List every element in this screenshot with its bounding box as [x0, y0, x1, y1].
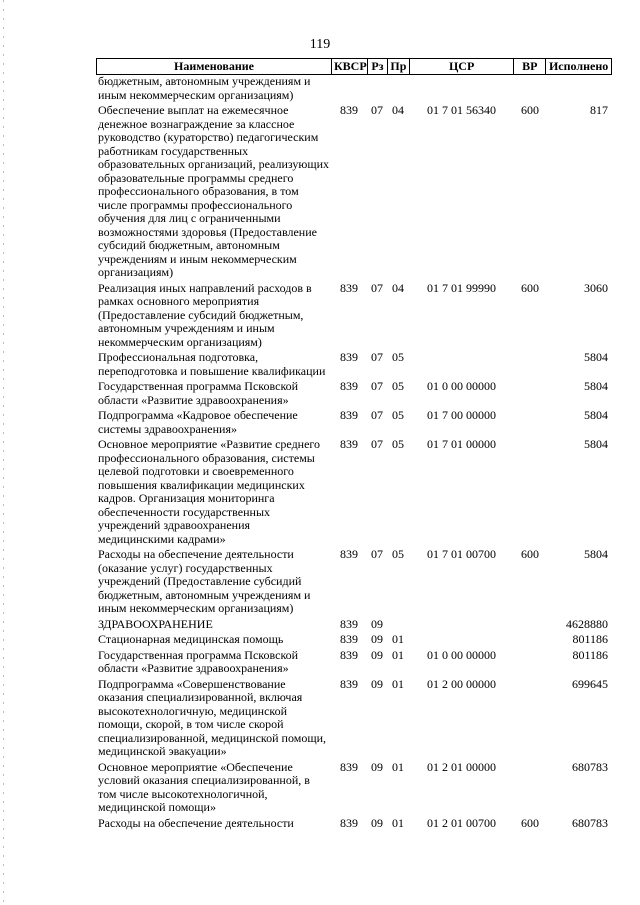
header-kvsr: КВСР — [331, 59, 367, 74]
table-row — [96, 633, 612, 647]
row-vr — [514, 633, 546, 647]
header-name: Наименование — [173, 59, 254, 73]
row-pr: 01 — [392, 815, 404, 830]
row-rz: 09 — [371, 759, 383, 774]
table-row — [96, 75, 612, 102]
row-vr — [514, 351, 546, 378]
table-row — [96, 649, 612, 676]
row-rz: 09 — [371, 632, 383, 646]
table-row — [96, 817, 612, 831]
row-sum: 801186 — [572, 632, 608, 646]
row-kvsr: 839 — [340, 616, 358, 631]
row-kvsr: 839 — [340, 632, 358, 646]
row-vr — [514, 649, 546, 676]
row-name: Государственная программа Псковской области «Развитие здравоохранения» — [98, 647, 299, 675]
row-sum: 5804 — [584, 437, 608, 451]
row-pr — [387, 75, 409, 102]
row-vr: 600 — [521, 547, 539, 561]
row-csr: 01 7 00 00000 — [427, 408, 496, 422]
row-name: Реализация иных направлений расходов в рамках основного мероприятия (Предоставление субсидий бюджетным, автономным учреждениям и иным некоммерческим организациям) — [98, 280, 312, 349]
row-csr: 01 0 00 00000 — [427, 647, 496, 662]
row-rz: 09 — [371, 676, 383, 691]
table-row — [96, 409, 612, 436]
row-sum: 680783 — [572, 815, 608, 830]
table-row — [96, 104, 612, 280]
row-sum: 5804 — [584, 379, 608, 393]
header-vr: ВР — [513, 59, 545, 74]
row-name: Стационарная медицинская помощь — [98, 632, 284, 646]
header-sum: Исполнено — [545, 59, 611, 74]
row-pr: 05 — [392, 437, 404, 451]
row-kvsr: 839 — [340, 379, 358, 393]
row-csr — [409, 351, 514, 378]
table-row — [96, 761, 612, 815]
row-pr: 01 — [392, 676, 404, 691]
row-name: Государственная программа Псковской области «Развитие здравоохранения» — [98, 379, 299, 407]
table-row — [96, 618, 612, 632]
row-rz: 07 — [371, 379, 383, 393]
row-vr: 600 — [521, 103, 539, 117]
row-pr: 04 — [392, 103, 404, 117]
row-csr: 01 7 01 99990 — [427, 280, 496, 295]
row-rz: 07 — [371, 280, 383, 295]
row-kvsr: 839 — [340, 280, 358, 295]
row-rz — [367, 75, 387, 102]
table-row — [96, 548, 612, 616]
row-pr: 05 — [392, 408, 404, 422]
row-sum: 801186 — [572, 647, 608, 662]
row-name: Подпрограмма «Кадровое обеспечение системы здравоохранения» — [98, 408, 298, 436]
row-pr: 01 — [392, 647, 404, 662]
row-csr — [409, 633, 514, 647]
row-sum: 3060 — [584, 280, 608, 295]
row-kvsr — [331, 75, 367, 102]
row-kvsr: 839 — [340, 350, 358, 364]
header-rz: Рз — [367, 59, 387, 74]
row-pr: 05 — [392, 379, 404, 393]
row-rz: 09 — [371, 815, 383, 830]
row-rz: 09 — [371, 647, 383, 662]
row-sum: 4628880 — [566, 616, 608, 631]
table-header — [96, 58, 612, 75]
row-pr: 01 — [392, 632, 404, 646]
row-sum — [546, 75, 612, 102]
row-pr: 05 — [392, 547, 404, 561]
row-name: Профессиональная подготовка, переподготовка и повышение квалификации — [98, 350, 326, 378]
row-vr — [514, 438, 546, 546]
row-vr — [514, 409, 546, 436]
table-row — [96, 380, 612, 407]
table-row — [96, 351, 612, 378]
row-sum: 5804 — [584, 408, 608, 422]
row-sum: 5804 — [584, 350, 608, 364]
row-vr — [514, 618, 546, 632]
row-sum: 680783 — [572, 759, 608, 774]
row-csr: 01 2 00 00000 — [427, 676, 496, 691]
row-vr: 600 — [521, 280, 539, 295]
row-pr: 01 — [392, 759, 404, 774]
row-kvsr: 839 — [340, 815, 358, 830]
row-name: Обеспечение выплат на ежемесячное денежное вознаграждение за классное руководство (кураторство) педагогическим работникам государственных образовательных организаций, реализующих образовательные программы среднего профессионального образования, в том числе программы профессионального обучения для лиц с ограниченными возможностями здоровья (Предоставление субсидий бюджетным, автономным учреждениям и иным некоммерческим организациям) — [98, 103, 329, 279]
row-csr — [409, 618, 514, 632]
row-sum: 817 — [590, 103, 608, 117]
row-rz: 07 — [371, 547, 383, 561]
row-kvsr: 839 — [340, 437, 358, 451]
table-row — [96, 282, 612, 350]
row-sum: 5804 — [584, 547, 608, 561]
row-name: Основное мероприятие «Развитие среднего профессионального образования, системы целевой подготовки и своевременного повышения квалификации медицинских кадров. Организация мониторинга обеспеченности государственных учреждений здравоохранения медицинскими кадрами» — [98, 437, 321, 546]
row-name: Расходы на обеспечение деятельности — [98, 815, 294, 830]
row-kvsr: 839 — [340, 103, 358, 117]
row-rz: 09 — [371, 616, 383, 631]
row-name: ЗДРАВООХРАНЕНИЕ — [98, 616, 213, 631]
row-csr: 01 7 01 56340 — [427, 103, 496, 117]
row-csr: 01 7 01 00000 — [427, 437, 496, 451]
table-row — [96, 678, 612, 759]
row-csr: 01 2 01 00700 — [427, 815, 496, 830]
row-name: бюджетным, автономным учреждениям и иным некоммерческим организациям) — [98, 74, 311, 102]
row-name: Расходы на обеспечение деятельности (оказание услуг) государственных учреждений (Предоставление субсидий бюджетным, автономным учреждениям и иным некоммерческим организациям) — [98, 547, 311, 615]
row-kvsr: 839 — [340, 408, 358, 422]
row-rz: 07 — [371, 350, 383, 364]
row-sum: 699645 — [572, 676, 608, 691]
row-rz: 07 — [371, 408, 383, 422]
row-vr — [514, 761, 546, 815]
header-pr: Пр — [387, 59, 409, 74]
row-rz: 07 — [371, 103, 383, 117]
row-pr: 04 — [392, 280, 404, 295]
row-vr — [514, 678, 546, 759]
row-kvsr: 839 — [340, 647, 358, 662]
row-csr: 01 0 00 00000 — [427, 379, 496, 393]
row-name: Подпрограмма «Совершенствование оказания специализированной, включая высокотехнологичную, медицинской помощи, скорой, в том числе скорой специализированной, медицинской помощи, медицинской эвакуации» — [98, 676, 326, 758]
row-pr — [387, 618, 409, 632]
row-csr — [409, 75, 514, 102]
table-body — [96, 75, 612, 830]
row-pr: 05 — [392, 350, 404, 364]
row-csr: 01 2 01 00000 — [427, 759, 496, 774]
budget-table — [96, 58, 612, 830]
header-csr: ЦСР — [409, 59, 514, 74]
row-vr — [514, 380, 546, 407]
row-kvsr: 839 — [340, 759, 358, 774]
row-vr: 600 — [521, 815, 539, 830]
row-kvsr: 839 — [340, 676, 358, 691]
row-name: Основное мероприятие «Обеспечение условий оказания специализированной, в том числе высокотехнологичной, медицинской помощи» — [98, 759, 310, 814]
row-csr: 01 7 01 00700 — [427, 547, 496, 561]
row-rz: 07 — [371, 437, 383, 451]
row-vr — [514, 75, 546, 102]
scan-edge-marks — [3, 0, 4, 905]
table-row — [96, 438, 612, 546]
page-number: 119 — [309, 37, 331, 52]
row-kvsr: 839 — [340, 547, 358, 561]
